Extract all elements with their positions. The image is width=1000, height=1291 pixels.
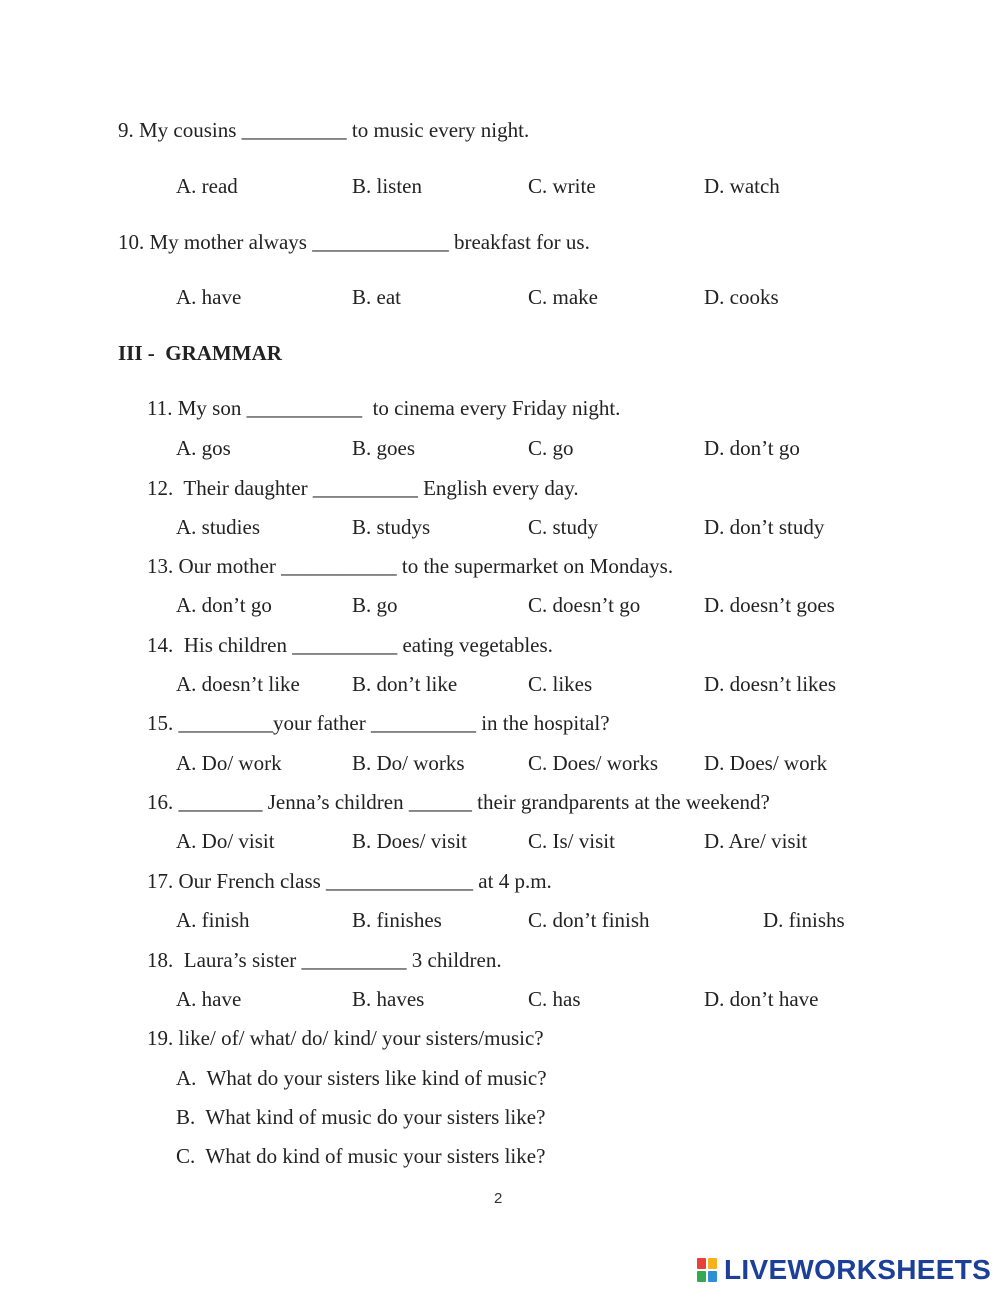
question-14-option-a[interactable]: A. doesn’t like	[176, 672, 300, 696]
question-16-option-b[interactable]: B. Does/ visit	[352, 829, 467, 853]
question-9-option-a[interactable]: A. read	[176, 174, 238, 198]
question-10-option-a[interactable]: A. have	[176, 285, 242, 309]
question-12-option-c[interactable]: C. study	[528, 515, 599, 539]
question-17-option-d[interactable]: D. finishs	[763, 908, 845, 932]
question-11-option-c[interactable]: C. go	[528, 436, 574, 460]
question-9-option-b[interactable]: B. listen	[352, 174, 423, 198]
question-18-stem: 18. Laura’s sister __________ 3 children.	[147, 948, 502, 972]
question-14-stem: 14. His children __________ eating vegetables.	[147, 633, 553, 657]
section-heading: III - GRAMMAR	[118, 341, 282, 365]
question-17-stem: 17. Our French class ______________ at 4 p.m.	[147, 869, 552, 893]
question-9-stem: 9. My cousins __________ to music every night.	[118, 118, 530, 142]
question-19-option-a[interactable]: A. What do your sisters like kind of music?	[176, 1066, 547, 1090]
question-17-option-a[interactable]: A. finish	[176, 908, 250, 932]
question-13-option-b[interactable]: B. go	[352, 593, 398, 617]
question-19-option-c[interactable]: C. What do kind of music your sisters like?	[176, 1144, 546, 1168]
question-12-stem: 12. Their daughter __________ English every day.	[147, 476, 579, 500]
question-16-option-a[interactable]: A. Do/ visit	[176, 829, 275, 853]
question-17-option-b[interactable]: B. finishes	[352, 908, 442, 932]
question-18-option-d[interactable]: D. don’t have	[704, 987, 819, 1011]
question-12-option-d[interactable]: D. don’t study	[704, 515, 825, 539]
question-13-option-c[interactable]: C. doesn’t go	[528, 593, 641, 617]
question-13-stem: 13. Our mother ___________ to the supermarket on Mondays.	[147, 554, 674, 578]
question-13-option-d[interactable]: D. doesn’t goes	[704, 593, 835, 617]
question-17-option-c[interactable]: C. don’t finish	[528, 908, 650, 932]
question-15-option-c[interactable]: C. Does/ works	[528, 751, 659, 775]
question-11-option-d[interactable]: D. don’t go	[704, 436, 800, 460]
question-18-option-b[interactable]: B. haves	[352, 987, 425, 1011]
question-10-option-c[interactable]: C. make	[528, 285, 598, 309]
question-12-option-b[interactable]: B. studys	[352, 515, 431, 539]
question-11-option-a[interactable]: A. gos	[176, 436, 231, 460]
question-15-option-b[interactable]: B. Do/ works	[352, 751, 465, 775]
question-15-stem: 15. _________your father __________ in the hospital?	[147, 711, 610, 735]
question-16-option-d[interactable]: D. Are/ visit	[704, 829, 808, 853]
question-18-option-c[interactable]: C. has	[528, 987, 581, 1011]
question-9-option-c[interactable]: C. write	[528, 174, 596, 198]
question-10-stem: 10. My mother always _____________ breakfast for us.	[118, 230, 590, 254]
question-16-stem: 16. ________ Jenna’s children ______ their grandparents at the weekend?	[147, 790, 770, 814]
question-10-option-b[interactable]: B. eat	[352, 285, 401, 309]
question-13-option-a[interactable]: A. don’t go	[176, 593, 272, 617]
question-14-option-b[interactable]: B. don’t like	[352, 672, 458, 696]
question-10-option-d[interactable]: D. cooks	[704, 285, 779, 309]
liveworksheets-logo	[697, 1253, 991, 1287]
question-11-stem: 11. My son ___________ to cinema every Friday night.	[147, 396, 621, 420]
question-19-stem: 19. like/ of/ what/ do/ kind/ your sisters/music?	[147, 1026, 544, 1050]
liveworksheets-logo-icon	[697, 1256, 721, 1284]
question-15-option-d[interactable]: D. Does/ work	[704, 751, 828, 775]
question-16-option-c[interactable]: C. Is/ visit	[528, 829, 615, 853]
page-number: 2	[494, 1190, 503, 1207]
question-11-option-b[interactable]: B. goes	[352, 436, 415, 460]
question-14-option-d[interactable]: D. doesn’t likes	[704, 672, 837, 696]
question-15-option-a[interactable]: A. Do/ work	[176, 751, 282, 775]
question-14-option-c[interactable]: C. likes	[528, 672, 593, 696]
question-9-option-d[interactable]: D. watch	[704, 174, 780, 198]
question-18-option-a[interactable]: A. have	[176, 987, 242, 1011]
question-19-option-b[interactable]: B. What kind of music do your sisters like?	[176, 1105, 546, 1129]
liveworksheets-logo-text: LIVEWORKSHEETS	[724, 1254, 992, 1285]
question-12-option-a[interactable]: A. studies	[176, 515, 260, 539]
